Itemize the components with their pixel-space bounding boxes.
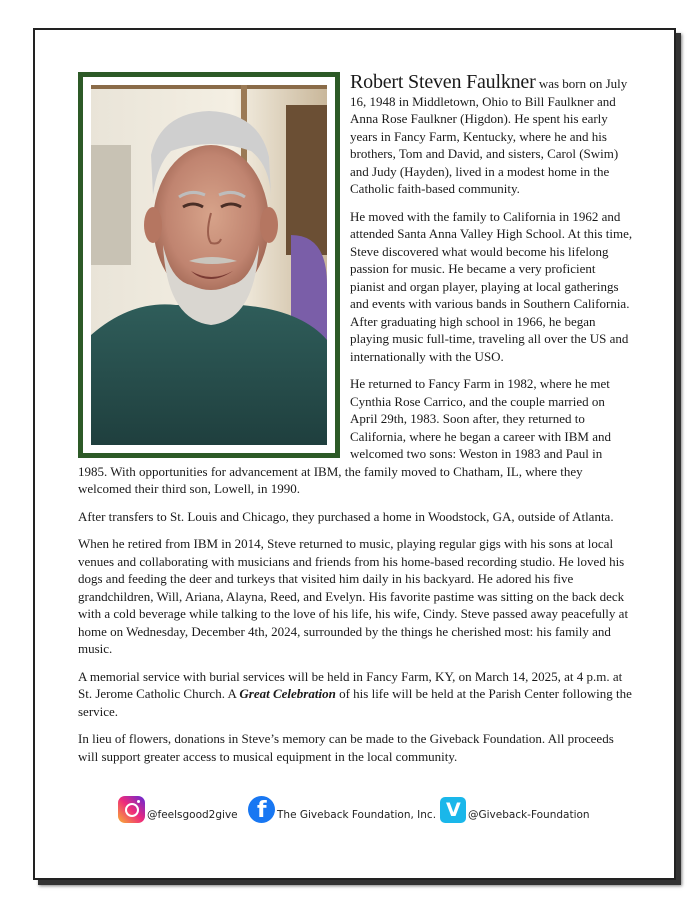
instagram-link[interactable]: [118, 789, 238, 823]
intro-text: was born on July 16, 1948 in Middletown, Ohio to Bill Faulkner and Anna Rose Faulkner (Higdon). He spent his early years in Fancy Farm, Kentucky, where he and his brothers, Tom and David, and sisters, Carol (Swim) and Judy (Hayden), lived in a modest home in the Catholic faith-based community.: [350, 76, 628, 196]
portrait-photo-frame: [78, 72, 340, 458]
social-links: [118, 789, 598, 823]
portrait-photo: [91, 85, 327, 445]
instagram-handle: @feelsgood2give: [147, 809, 238, 821]
memorial-text-after: of his life will be held at the Parish Center following the service.: [78, 686, 632, 719]
venmo-handle: @Giveback-Foundation: [468, 809, 590, 821]
instagram-icon: [118, 796, 145, 823]
obituary-body: [78, 72, 633, 775]
memorial-text-before: A memorial service with burial services will be held in Fancy Farm, KY, on March 14, 2025, at 4 p.m. at St. Jerome Catholic Church. A: [78, 668, 623, 701]
venmo-icon: V: [440, 797, 466, 823]
great-celebration-emphasis: Great Celebration: [239, 686, 336, 701]
venmo-link[interactable]: [440, 789, 590, 823]
paragraph-california: He moved with the family to California in 1962 and attended Santa Anna Valley High School. At this time, Steve discovered what would become his lifelong passion for music. He became a very proficient pianist and organ player, playing at local gatherings and events with various bands in Southern California. After graduating high school in 1966, he began playing music full-time, traveling all over the US and internationally with the USO.: [350, 208, 633, 364]
facebook-link[interactable]: [248, 789, 436, 823]
paragraph-donations: In lieu of flowers, donations in Steve’s memory can be made to the Giveback Foundation. All proceeds will support greater access to musical equipment in the local community.: [78, 731, 614, 764]
paragraph-retirement: When he retired from IBM in 2014, Steve returned to music, playing regular gigs with his sons at local venues and collaborating with musicians and friends from his home-based recording studio. He loved his dogs and feeding the deer and turkeys that visited him daily in his backyard. He adored his five grandchildren, Will, Ariana, Alayna, Reed, and Evelyn. His favorite pastime was sitting on the back deck with a cold beverage while talking to the love of his life, his wife, Cindy. Steve passed away peacefully at home on Wednesday, December 4th, 2024, surrounded by the things he cherished most: his family and music.: [78, 536, 629, 656]
paragraph-memorial: [78, 668, 633, 721]
deceased-name: Robert Steven Faulkner: [350, 71, 536, 93]
paragraph-marriage: He returned to Fancy Farm in 1982, where he met Cynthia Rose Carrico, and the couple married on April 29th, 1983. Soon after, they returned to California, where he began a career with IBM and welcomed two sons: Weston in 1983 and Paul in 1985. With opportunities for advancement at IBM, the family moved to Chatham, IL, where they welcomed their third son, Lowell, in 1990.: [78, 376, 611, 496]
facebook-icon: f: [248, 796, 275, 823]
paragraph-woodstock: After transfers to St. Louis and Chicago, they purchased a home in Woodstock, GA, outside of Atlanta.: [78, 508, 614, 524]
facebook-page-name: The Giveback Foundation, Inc.: [277, 809, 437, 821]
